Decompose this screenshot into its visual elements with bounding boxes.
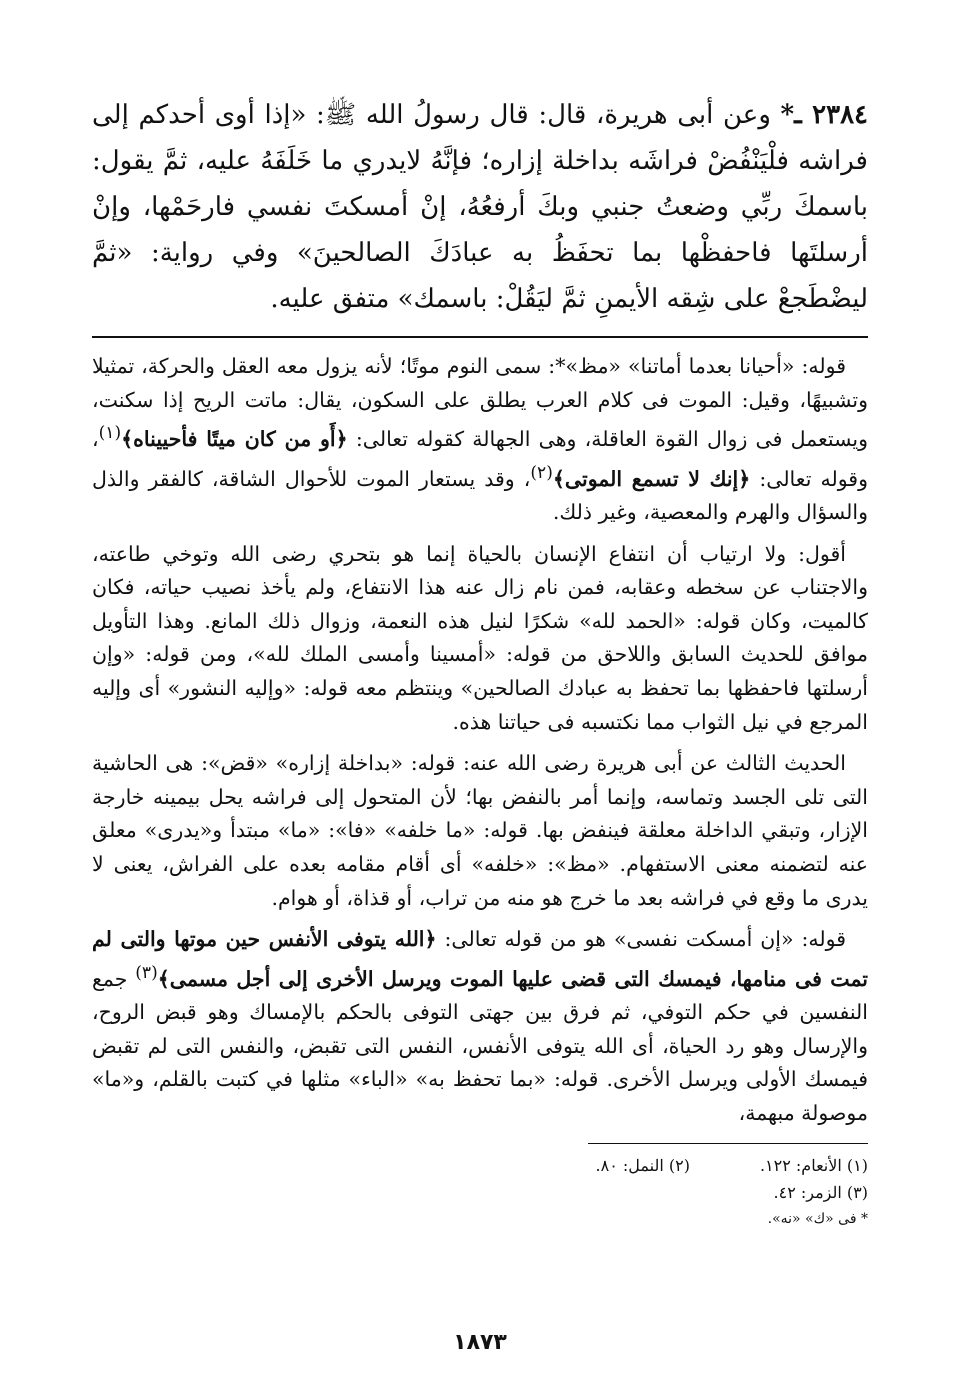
page-body bbox=[92, 92, 868, 1233]
commentary-paragraph-2: أقول: ولا ارتياب أن انتفاع الإنسان بالحياة إنما هو بتحري رضى الله وتوخي طاعته، والاجتناب عن سخطه وعقابه، فمن نام زال عنه هذا الانتفاع، ولم يأخذ نصيب حياته، فكان كالميت، وكان قوله: «الحمد لله» شكرًا لنيل هذه النعمة، وزوال ذلك المانع. وهذا التأويل موافق للحديث السابق واللاحق من قوله: «أمسينا وأمسى الملك لله»، ومن قوله: «وإن أرسلتها فاحفظها بما تحفظ به عبادك الصالحين» وينتظم معه قوله: «وإليه النشور» أى وإليه المرجع في نيل الثواب مما نكتسبه فى حياتنا هذه. bbox=[92, 541, 868, 734]
commentary-paragraph-4: قوله: «إن أمسكت نفسى» هو من قوله تعالى: ﴿الله يتوفى الأنفس حين موتها والتى لم تمت فى منامها، فيمسك التى قضى عليها الموت ويرسل الأخرى إلى أجل مسمى﴾$^{(٣)}$ جمع النفسين في حكم التوفي، ثم فرق بين جهتى التوفى بالحكم بالإمساك وهو قبض الروح، والإرسال وهو رد الحياة، أى الله يتوفى الأنفس، النفس التى تقبض، والنفس التى لم تقبض فيمسك الأولى ويرسل الأخرى. قوله: «بما تحفظ به» «الباء» مثلها في كتبت بالقلم، و«ما» موصولة مبهمة، bbox=[92, 927, 868, 1125]
hadith-text bbox=[92, 92, 868, 322]
footnotes bbox=[92, 1152, 868, 1233]
hadith-body: وعن أبى هريرة، قال: قال رسولُ الله ﷺ: «إذا أوى أحدكم إلى فراشه فلْيَنْفُضْ فراشَه بداخلة إزاره؛ فإنَّهُ لايدري ما خَلَفَهُ عليه، ثمَّ يقول: باسمكَ ربِّي وضعتُ جنبي وبكَ أرفعُهُ، إنْ أمسكتَ نفسي فارحَمْها، وإنْ أرسلتَها فاحفظْها بما تحفَظُ به عبادَكَ الصالحينَ» وفي رواية: «ثمَّ ليضْطَجعْ على شِقه الأيمنِ ثمَّ ليَقُلْ: باسمك» متفق عليه. bbox=[92, 100, 868, 314]
quran-quote-1: ﴿أَو من كان ميتًا فأحييناه﴾ bbox=[121, 427, 348, 452]
section-divider bbox=[92, 336, 868, 338]
commentary-paragraph-3: الحديث الثالث عن أبى هريرة رضى الله عنه: قوله: «بداخلة إزاره» «قض»: هى الحاشية التى تلى الجسد وتماسه، وإنما أمر بالنفض بها؛ لأن المتحول إلى فراشه يحل بيمينه خارجة الإزار، وتبقي الداخلة معلقة فينفض بها. قوله: «ما خلفه» «فا»: «ما» مبتدأ و«يدرى» معلق عنه لتضمنه معنى الاستفهام. «مظ»: «خلفه» أى أقام مقامه بعده على الفراش، يعنى لا يدرى ما وقع في فراشه بعد ما خرج هو منه من تراب، أو قذاة، أو هوام. bbox=[92, 751, 868, 910]
footnote-ref-3: (٣) bbox=[135, 962, 158, 983]
footnote-divider bbox=[588, 1143, 868, 1144]
quran-quote-2: ﴿إنك لا تسمع الموتى﴾ bbox=[552, 466, 751, 491]
footnote-row bbox=[92, 1152, 868, 1179]
footnote-2: (٢) النمل: ٨٠. bbox=[595, 1155, 690, 1175]
page-number: ١٨٧٣ bbox=[453, 1330, 507, 1355]
commentary bbox=[92, 350, 868, 1131]
footnote-ref-1: (١) bbox=[98, 423, 122, 444]
commentary-paragraph-1: قوله: «أحيانا بعدما أماتنا» «مظ»*: سمى النوم موتًا؛ لأنه يزول معه العقل والحركة، تمثيلا وتشبيهًا، وقيل: الموت فى كلام العرب يطلق على السكون، يقال: ماتت الريح إذا سكنت، ويستعمل فى زوال القوة العاقلة، وهى الجهالة كقوله تعالى: ﴿أَو من كان ميتًا فأحييناه﴾$^{(١)}$، وقوله تعالى: ﴿إنك لا تسمع الموتى﴾$^{(٢)}$، وقد يستعار الموت للأحوال الشاقة، كالفقر والذل والسؤال والهرم والمعصية، وغير ذلك. bbox=[92, 354, 869, 525]
footnote-1: (١) الأنعام: ١٢٢. bbox=[759, 1155, 868, 1175]
footnote-ref-2: (٢) bbox=[530, 462, 553, 483]
footnote-3: (٣) الزمر: ٤٢. bbox=[773, 1182, 868, 1202]
footnote-star: * فى «ك» «نه». bbox=[767, 1210, 868, 1227]
hadith-number: ٢٣٨٤ ـ* bbox=[780, 100, 869, 130]
quran-quote-3: ﴿الله يتوفى الأنفس حين موتها والتى لم تمت فى منامها، فيمسك التى قضى عليها الموت ويرسل الأخرى إلى أجل مسمى﴾ bbox=[92, 927, 868, 991]
